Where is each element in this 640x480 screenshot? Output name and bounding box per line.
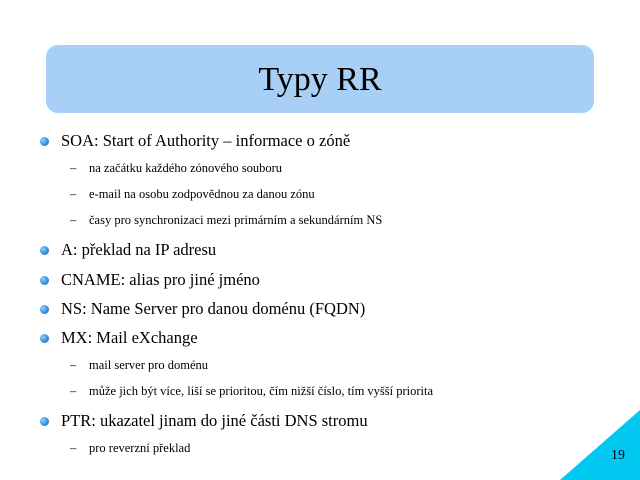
sub-bullet-text: e-mail na osobu zodpovědnou za danou zónu [89,187,315,201]
dash-icon: – [70,358,77,372]
bullet-text: MX: Mail eXchange [61,328,198,347]
dash-icon: – [70,213,77,227]
dash-icon: – [70,187,77,201]
bullet-item-mx [40,328,198,348]
bullet-text: SOA: Start of Authority – informace o zóně [61,131,351,150]
sub-bullet-item [70,384,433,399]
bullet-text: PTR: ukazatel jinam do jiné části DNS stromu [61,411,368,430]
bullet-icon [40,137,49,146]
sub-bullet-item [70,358,208,373]
bullet-icon [40,305,49,314]
bullet-icon [40,276,49,285]
page-number: 19 [611,448,625,463]
bullet-icon [40,246,49,255]
bullet-list [40,0,600,480]
dash-icon: – [70,384,77,398]
sub-bullet-item [70,441,190,456]
sub-bullet-item [70,161,282,176]
bullet-text: A: překlad na IP adresu [61,240,217,259]
bullet-icon [40,334,49,343]
dash-icon: – [70,161,77,175]
sub-bullet-text: pro reverzní překlad [89,441,191,455]
slide-title: Typy RR [258,61,382,98]
corner-accent [560,410,640,480]
bullet-item-a [40,240,216,260]
bullet-item-soa [40,131,350,151]
sub-bullet-text: může jich být více, liší se prioritou, čím nižší číslo, tím vyšší priorita [89,384,434,398]
bullet-item-cname [40,270,260,290]
bullet-text: CNAME: alias pro jiné jméno [61,270,260,289]
bullet-item-ns [40,299,365,319]
sub-bullet-text: mail server pro doménu [89,358,209,372]
sub-bullet-item [70,213,382,228]
dash-icon: – [70,441,77,455]
bullet-item-ptr [40,411,368,431]
bullet-icon [40,417,49,426]
bullet-text: NS: Name Server pro danou doménu (FQDN) [61,299,366,318]
sub-bullet-text: časy pro synchronizaci mezi primárním a sekundárním NS [89,213,383,227]
sub-bullet-text: na začátku každého zónového souboru [89,161,282,175]
sub-bullet-item [70,187,315,202]
